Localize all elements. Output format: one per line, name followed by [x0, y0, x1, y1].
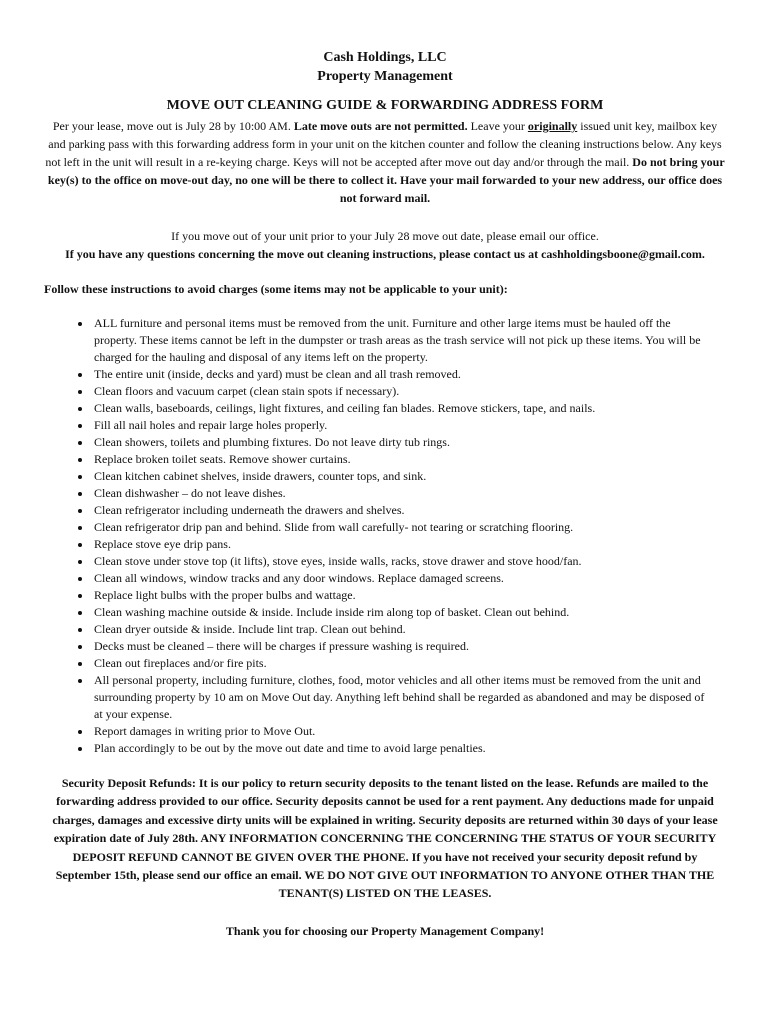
intro-text-3: issued unit key, mailbox key and parking pass with this forwarding address form in your unit on the kitchen counter and follow the cleaning instructions below. Any keys not left in the unit will result in a re-keying charge. Keys will not be accepted after move out day and/or through the mail.	[45, 119, 722, 169]
cleaning-checklist	[44, 315, 726, 757]
checklist-item: • Fill all nail holes and repair large holes properly.	[92, 417, 716, 434]
checklist-item: • Clean refrigerator drip pan and behind. Slide from wall carefully- not tearing or scratching flooring.	[92, 519, 716, 536]
checklist-item: • Clean refrigerator including underneath the drawers and shelves.	[92, 502, 716, 519]
checklist-item: • Clean floors and vacuum carpet (clean stain spots if necessary).	[92, 383, 716, 400]
checklist-item: • The entire unit (inside, decks and yard) must be clean and all trash removed.	[92, 366, 716, 383]
checklist-item: • Clean stove under stove top (it lifts), stove eyes, inside walls, racks, stove drawer and stove hood/fan.	[92, 553, 716, 570]
closing-thanks: Thank you for choosing our Property Management Company!	[225, 923, 545, 938]
checklist-item: • Clean washing machine outside & inside. Include inside rim along top of basket. Clean out behind.	[92, 604, 716, 621]
intro-bold-2: Do not bring your key(s) to the office on move-out day, no one will be there to collect it. Have your mail forwarded to your new address, our office does not forward mail.	[47, 155, 725, 205]
checklist-item: • Replace broken toilet seats. Remove shower curtains.	[92, 451, 716, 468]
checklist-item: • Replace light bulbs with the proper bulbs and wattage.	[92, 587, 716, 604]
intro-text-1: Per your lease, move out is July 28 by 10:00 AM.	[52, 119, 294, 133]
checklist-item: • Clean walls, baseboards, ceilings, light fixtures, and ceiling fan blades. Remove stickers, tape, and nails.	[92, 400, 716, 417]
checklist-item: • All personal property, including furniture, clothes, food, motor vehicles and all other items must be removed from the unit and surrounding property by 10 am on Move Out day. Anything left behind shall be regarded as abandoned and may be disposed of at your expense.	[92, 672, 716, 723]
checklist-item: • Clean out fireplaces and/or fire pits.	[92, 655, 716, 672]
security-deposit-paragraph: Security Deposit Refunds: It is our policy to return security deposits to the tenant listed on the lease. Refunds are mailed to the forwarding address provided to our office. Security deposits cannot be used for a rent payment. Any deductions made for unpaid charges, damages and excessive dirty units will be explained in writing. Security deposits are returned within 30 days of your lease expiration date of July 28th. ANY INFORMATION CONCERNING THE CONCERNING THE STATUS OF YOUR SECURITY DEPOSIT REFUND CANNOT BE GIVEN OVER THE PHONE. If you have not received your security deposit refund by September 15th, please send our office an email. WE DO NOT GIVE OUT INFORMATION TO ANYONE OTHER THAN THE TENANT(S) LISTED ON THE LEASES.	[52, 776, 718, 901]
intro-text-2: Leave your	[467, 119, 528, 133]
instructions-heading: Follow these instructions to avoid charges (some items may not be applicable to your unit):	[44, 282, 508, 296]
checklist-item: • Clean dishwasher – do not leave dishes.	[92, 485, 716, 502]
checklist-item: • Decks must be cleaned – there will be charges if pressure washing is required.	[92, 638, 716, 655]
early-moveout-note: If you move out of your unit prior to your July 28 move out date, please email our office.	[171, 229, 599, 243]
questions-contact-line: If you have any questions concerning the move out cleaning instructions, please contact us at cashholdingsboone@gmail.com.	[65, 247, 705, 261]
checklist-item: • Replace stove eye drip pans.	[92, 536, 716, 553]
checklist-item: • ALL furniture and personal items must be removed from the unit. Furniture and other large items must be hauled off the property. These items cannot be left in the dumpster or trash areas as the trash service will not pick up these items. You will be charged for the hauling and disposal of any items left on the property.	[92, 315, 716, 366]
department-name: Property Management	[317, 69, 453, 84]
contact-paragraph	[44, 227, 726, 263]
checklist-item: • Clean kitchen cabinet shelves, inside drawers, counter tops, and sink.	[92, 468, 716, 485]
intro-underlined: originally	[527, 119, 578, 133]
checklist-item: • Clean dryer outside & inside. Include lint trap. Clean out behind.	[92, 621, 716, 638]
intro-bold-1: Late move outs are not permitted.	[293, 119, 468, 133]
intro-paragraph	[44, 117, 726, 207]
form-title: MOVE OUT CLEANING GUIDE & FORWARDING ADDRESS FORM	[166, 98, 604, 113]
checklist-item: • Clean all windows, window tracks and any door windows. Replace damaged screens.	[92, 570, 716, 587]
checklist-item: • Clean showers, toilets and plumbing fixtures. Do not leave dirty tub rings.	[92, 434, 716, 451]
checklist-item: • Report damages in writing prior to Move Out.	[92, 723, 716, 740]
company-name: Cash Holdings, LLC	[323, 50, 447, 65]
checklist-item: • Plan accordingly to be out by the move out date and time to avoid large penalties.	[92, 740, 716, 757]
